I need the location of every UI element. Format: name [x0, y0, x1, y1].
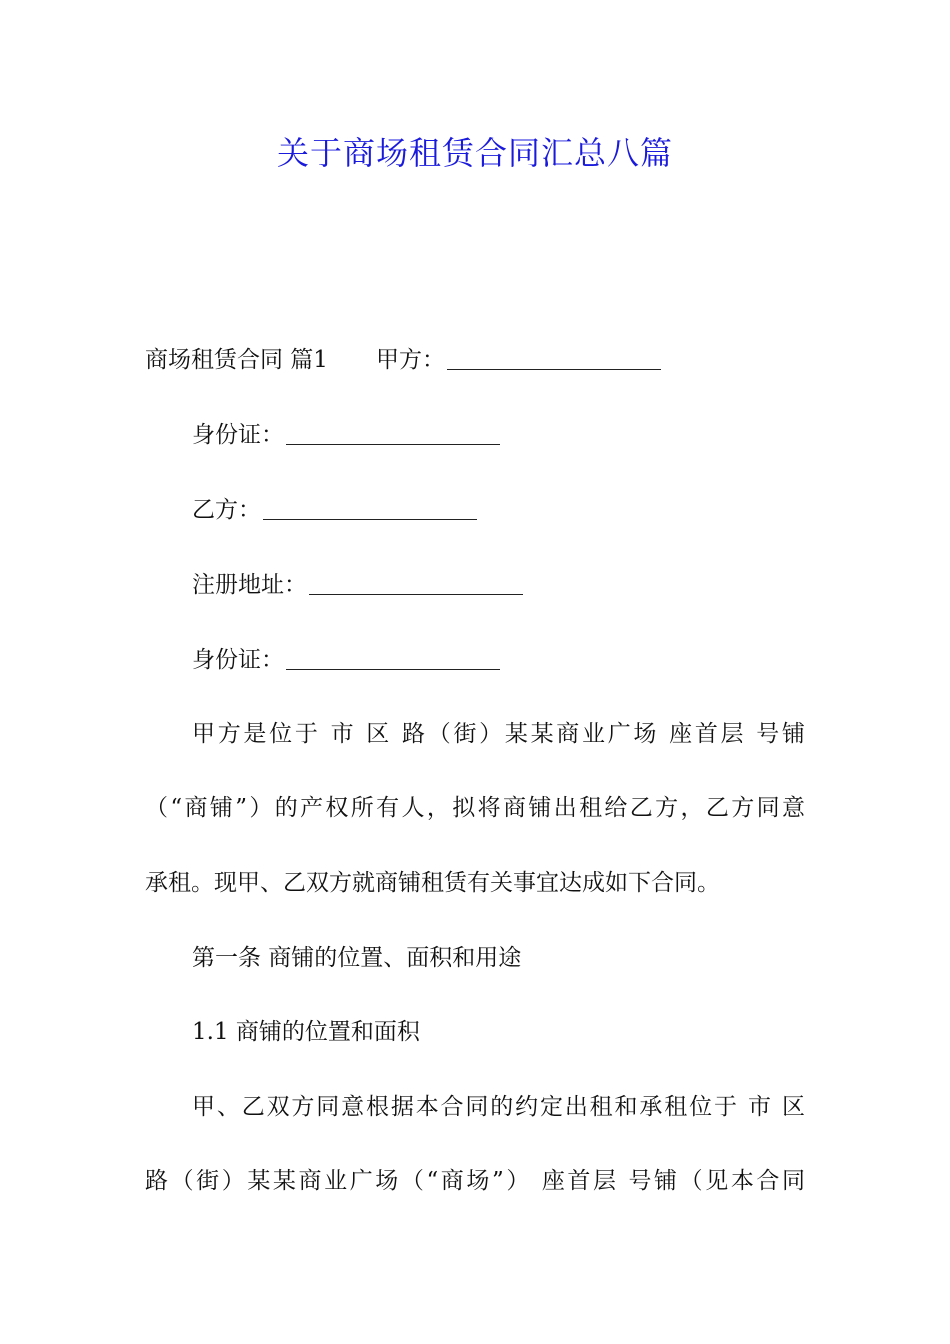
- id-card-line-2: [192, 640, 805, 680]
- party-a-label: 甲方：: [375, 347, 445, 373]
- id-card-blank: [286, 647, 500, 670]
- party-b-label: 乙方：: [192, 497, 261, 523]
- paragraph-line: 甲方是位于 市 区 路（街）某某商业广场 座首层 号铺: [192, 721, 805, 747]
- party-a-blank: [447, 347, 661, 370]
- paragraph-line: 甲、乙双方同意根据本合同的约定出租和承租位于 市 区: [192, 1094, 805, 1120]
- registered-address-label: 注册地址：: [192, 572, 307, 598]
- article-heading: 第一条 商铺的位置、面积和用途: [192, 945, 522, 971]
- section-label: 商场租赁合同 篇1: [145, 347, 328, 373]
- section-header-line: [145, 340, 805, 380]
- id-card-blank: [286, 422, 500, 445]
- party-b-line: [192, 490, 805, 530]
- paragraph-line: 承租。现甲、乙双方就商铺租赁有关事宜达成如下合同。: [145, 870, 720, 896]
- document-title: 关于商场租赁合同汇总八篇: [276, 134, 673, 172]
- paragraph-line: 路（街）某某商业广场（“商场”） 座首层 号铺（见本合同: [145, 1168, 805, 1194]
- clause-heading: 1.1 商铺的位置和面积: [192, 1019, 420, 1045]
- registered-address-blank: [309, 572, 523, 595]
- id-card-label: 身份证：: [192, 647, 284, 673]
- registered-address-line: [192, 565, 805, 605]
- party-b-blank: [263, 497, 477, 520]
- paragraph-line: （“商铺”）的产权所有人，拟将商铺出租给乙方，乙方同意: [145, 795, 805, 821]
- id-card-label: 身份证：: [192, 422, 284, 448]
- id-card-line-1: [192, 415, 805, 455]
